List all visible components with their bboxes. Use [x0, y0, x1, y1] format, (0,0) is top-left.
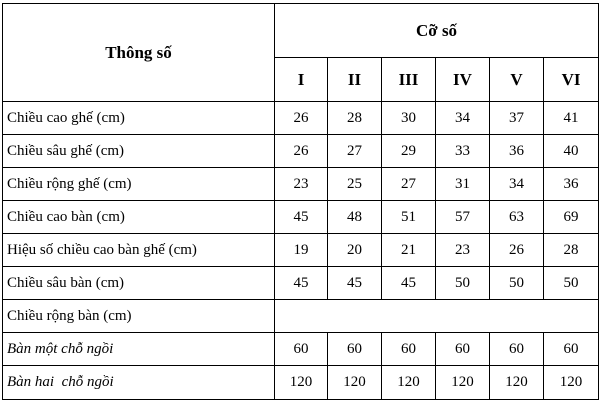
spec-table [2, 3, 599, 400]
table-cell: 60 [544, 333, 599, 366]
table-row [3, 135, 599, 168]
table-row [3, 201, 599, 234]
table-cell: 63 [490, 201, 544, 234]
size-header: Cỡ số [275, 4, 599, 58]
table-cell: 25 [328, 168, 382, 201]
table-cell: 120 [490, 366, 544, 400]
table-cell: 41 [544, 102, 599, 135]
table-cell: 60 [382, 333, 436, 366]
header-row-top [3, 4, 599, 58]
table-row [3, 168, 599, 201]
table-cell: 50 [544, 267, 599, 300]
table-cell: 40 [544, 135, 599, 168]
table-cell: 20 [328, 234, 382, 267]
table-row [3, 234, 599, 267]
row-label: Chiều rộng bàn (cm) [3, 300, 275, 333]
table-row [3, 366, 599, 400]
table-cell: 33 [436, 135, 490, 168]
row-label: Chiều cao ghế (cm) [3, 102, 275, 135]
table-cell: 36 [544, 168, 599, 201]
table-cell: 57 [436, 201, 490, 234]
size-column-header: I [275, 58, 328, 102]
table-cell: 45 [275, 201, 328, 234]
table-cell: 31 [436, 168, 490, 201]
table-cell: 34 [490, 168, 544, 201]
table-cell: 29 [382, 135, 436, 168]
table-cell: 28 [328, 102, 382, 135]
table-cell: 60 [275, 333, 328, 366]
row-label: Bàn hai chỗ ngồi [3, 366, 275, 400]
table-row [3, 333, 599, 366]
table-cell: 19 [275, 234, 328, 267]
table-cell: 26 [275, 102, 328, 135]
table-row [3, 102, 599, 135]
table-cell: 26 [275, 135, 328, 168]
table-cell: 60 [328, 333, 382, 366]
table-cell: 27 [382, 168, 436, 201]
table-cell: 69 [544, 201, 599, 234]
row-label: Chiều sâu bàn (cm) [3, 267, 275, 300]
table-cell: 120 [436, 366, 490, 400]
table-cell: 37 [490, 102, 544, 135]
table-cell: 120 [275, 366, 328, 400]
table-cell: 30 [382, 102, 436, 135]
table-cell: 120 [544, 366, 599, 400]
table-cell: 23 [275, 168, 328, 201]
table-cell: 120 [328, 366, 382, 400]
row-label: Bàn một chỗ ngồi [3, 333, 275, 366]
size-column-header: II [328, 58, 382, 102]
size-column-header: V [490, 58, 544, 102]
table-cell: 28 [544, 234, 599, 267]
table-cell: 60 [490, 333, 544, 366]
table-cell: 120 [382, 366, 436, 400]
table-cell: 27 [328, 135, 382, 168]
row-label: Chiều cao bàn (cm) [3, 201, 275, 234]
table-row [3, 300, 599, 333]
table-cell: 51 [382, 201, 436, 234]
row-label: Chiều sâu ghế (cm) [3, 135, 275, 168]
table-cell: 45 [382, 267, 436, 300]
table-row [3, 267, 599, 300]
size-column-header: III [382, 58, 436, 102]
table-cell: 26 [490, 234, 544, 267]
row-label: Chiều rộng ghế (cm) [3, 168, 275, 201]
table-cell: 21 [382, 234, 436, 267]
table-cell: 50 [436, 267, 490, 300]
row-label: Hiệu số chiều cao bàn ghế (cm) [3, 234, 275, 267]
table-cell: 48 [328, 201, 382, 234]
table-cell: 23 [436, 234, 490, 267]
table-cell: 45 [275, 267, 328, 300]
table-cell: 45 [328, 267, 382, 300]
table-cell: 36 [490, 135, 544, 168]
size-column-header: VI [544, 58, 599, 102]
table-cell: 50 [490, 267, 544, 300]
param-header: Thông số [3, 4, 275, 102]
table-cell: 60 [436, 333, 490, 366]
empty-merged-cell [275, 300, 599, 333]
table-cell: 34 [436, 102, 490, 135]
size-column-header: IV [436, 58, 490, 102]
